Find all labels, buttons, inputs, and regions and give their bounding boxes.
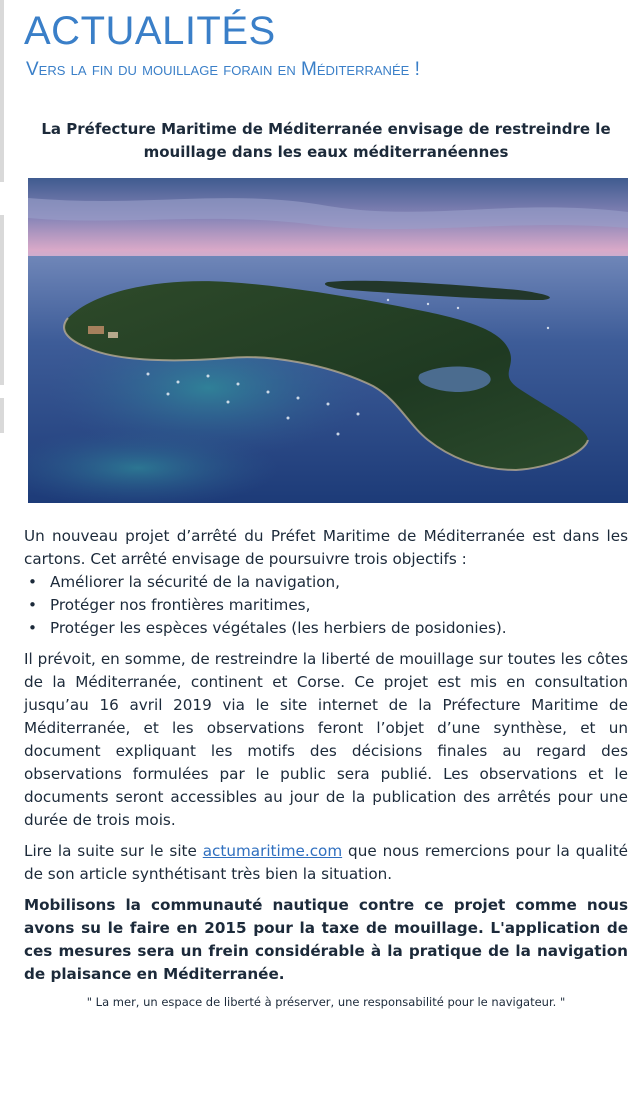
call-to-action: Mobilisons la communauté nautique contre ce projet comme nous avons su le faire en 2015 pour la taxe de mouillage. L'application de ces mesures sera un frein considérable à la pratique de la navigation de plaisance en Méditerranée. xyxy=(24,896,628,983)
page-subtitle: Vers la fin du mouillage forain en Méditerranée ! xyxy=(26,59,420,80)
left-divider xyxy=(0,0,4,182)
bullet-glyph: • xyxy=(28,573,37,591)
read-more-paragraph: Lire la suite sur le site actumaritime.com que nous remercions pour la qualité de son article synthétisant très bien la situation. xyxy=(24,842,628,883)
page-title: ACTUALITÉS xyxy=(24,9,276,53)
bullet-glyph: • xyxy=(28,596,37,614)
left-divider xyxy=(0,215,4,385)
left-divider xyxy=(0,398,4,433)
article-intro: Un nouveau projet d’arrêté du Préfet Maritime de Méditerranée est dans les cartons. Cet arrêté envisage de poursuivre trois objectifs : xyxy=(24,527,628,568)
list-item: • Protéger les espèces végétales (les herbiers de posidonies). xyxy=(24,617,628,640)
article-paragraph: Il prévoit, en somme, de restreindre la liberté de mouillage sur toutes les côtes de la Méditerranée, continent et Corse. Ce projet est mis en consultation jusqu’au 16 avril 2019 via le site internet de la Préfecture Maritime de Méditerranée, et les observations feront l’objet d’une synthèse, et un document expliquant les motifs des décisions finales au regard des observations formulées par le public sera publié. Les observations et le documents seront accessibles au jour de la publication des arrêtés pour une durée de trois mois. xyxy=(24,650,628,829)
bullet-glyph: • xyxy=(28,619,37,637)
article-headline: La Préfecture Maritime de Méditerranée envisage de restreindre le mouillage dans les eaux méditerranéennes xyxy=(41,120,611,161)
objectives-list xyxy=(24,571,628,640)
island-aerial-photo xyxy=(28,178,628,503)
source-link[interactable]: actumaritime.com xyxy=(202,842,343,860)
closing-quote: " La mer, un espace de liberté à préserver, une responsabilité pour le navigateur. " xyxy=(86,995,566,1009)
list-item: • Améliorer la sécurité de la navigation, xyxy=(24,571,628,594)
list-item: • Protéger nos frontières maritimes, xyxy=(24,594,628,617)
